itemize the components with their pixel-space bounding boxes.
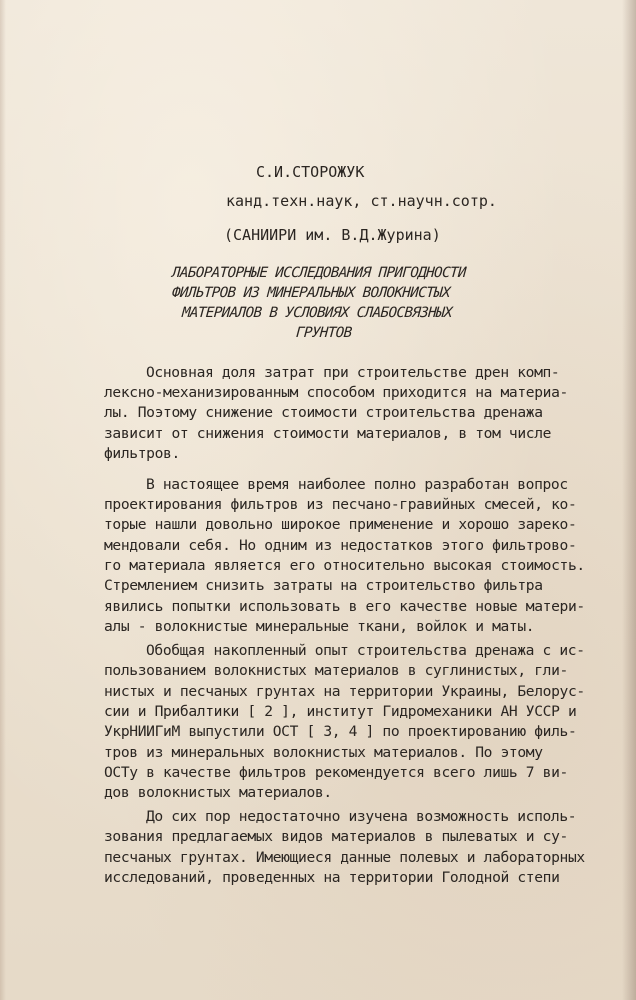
- author-degree: канд.техн.наук, ст.научн.сотр.: [226, 192, 497, 210]
- paragraph-2-line: алы - волокнистые минеральные ткани, войлок и маты.: [104, 618, 535, 635]
- paragraph-3-line: ОСТу в качестве фильтров рекомендуется всего лишь 7 ви-: [104, 764, 568, 781]
- paragraph-3-line: УкрНИИГиМ выпустили ОСТ [ 3, 4 ] по проектированию филь-: [104, 723, 577, 740]
- paragraph-4-line: зования предлагаемых видов материалов в пылеватых и су-: [104, 828, 568, 845]
- paragraph-4-line: исследований, проведенных на территории Голодной степи: [104, 869, 560, 886]
- article-title-line: МАТЕРИАЛОВ В УСЛОВИЯХ СЛАБОСВЯЗНЫХ: [181, 305, 453, 321]
- page-left-edge: [0, 0, 6, 1000]
- paragraph-2-line: Стремлением снизить затраты на строительство фильтра: [104, 577, 543, 594]
- paragraph-2-line: го материала является его относительно высокая стоимость.: [104, 557, 585, 574]
- page-right-edge: [622, 0, 636, 1000]
- article-title-line: ФИЛЬТРОВ ИЗ МИНЕРАЛЬНЫХ ВОЛОКНИСТЫХ: [171, 285, 451, 301]
- paragraph-3-line: тров из минеральных волокнистых материалов. По этому: [104, 744, 543, 761]
- paragraph-4-line: песчаных грунтах. Имеющиеся данные полевых и лабораторных: [104, 849, 585, 866]
- paragraph-2-line: проектирования фильтров из песчано-гравийных смесей, ко-: [104, 496, 577, 513]
- paragraph-4-line: До сих пор недостаточно изучена возможность исполь-: [146, 808, 577, 825]
- paragraph-1-line: лы. Поэтому снижение стоимости строительства дренажа: [104, 404, 543, 421]
- article-title-line: ГРУНТОВ: [295, 325, 353, 341]
- paragraph-2-line: мендовали себя. Но одним из недостатков этого фильтрово-: [104, 537, 577, 554]
- paragraph-2-line: В настоящее время наиболее полно разработан вопрос: [146, 476, 568, 493]
- author-institute: (САНИИРИ им. В.Д.Журина): [224, 226, 441, 244]
- paragraph-2-line: торые нашли довольно широкое применение и хорошо зареко-: [104, 516, 577, 533]
- author-name: С.И.СТОРОЖУК: [256, 163, 365, 181]
- paragraph-3-line: нистых и песчаных грунтах на территории Украины, Белорус-: [104, 683, 585, 700]
- paragraph-2-line: явились попытки использовать в его качестве новые матери-: [104, 598, 585, 615]
- paragraph-1-line: Основная доля затрат при строительстве дрен комп-: [146, 364, 560, 381]
- paragraph-1-line: фильтров.: [104, 445, 180, 462]
- article-title-line: ЛАБОРАТОРНЫЕ ИССЛЕДОВАНИЯ ПРИГОДНОСТИ: [171, 265, 467, 281]
- paragraph-3-line: дов волокнистых материалов.: [104, 784, 332, 801]
- paragraph-3-line: Обобщая накопленный опыт строительства дренажа с ис-: [146, 642, 585, 659]
- paragraph-3-line: сии и Прибалтики [ 2 ], институт Гидромеханики АН УССР и: [104, 703, 577, 720]
- paragraph-1-line: лексно-механизированным способом приходится на материа-: [104, 384, 568, 401]
- paragraph-3-line: пользованием волокнистых материалов в суглинистых, гли-: [104, 662, 568, 679]
- paragraph-1-line: зависит от снижения стоимости материалов, в том числе: [104, 425, 552, 442]
